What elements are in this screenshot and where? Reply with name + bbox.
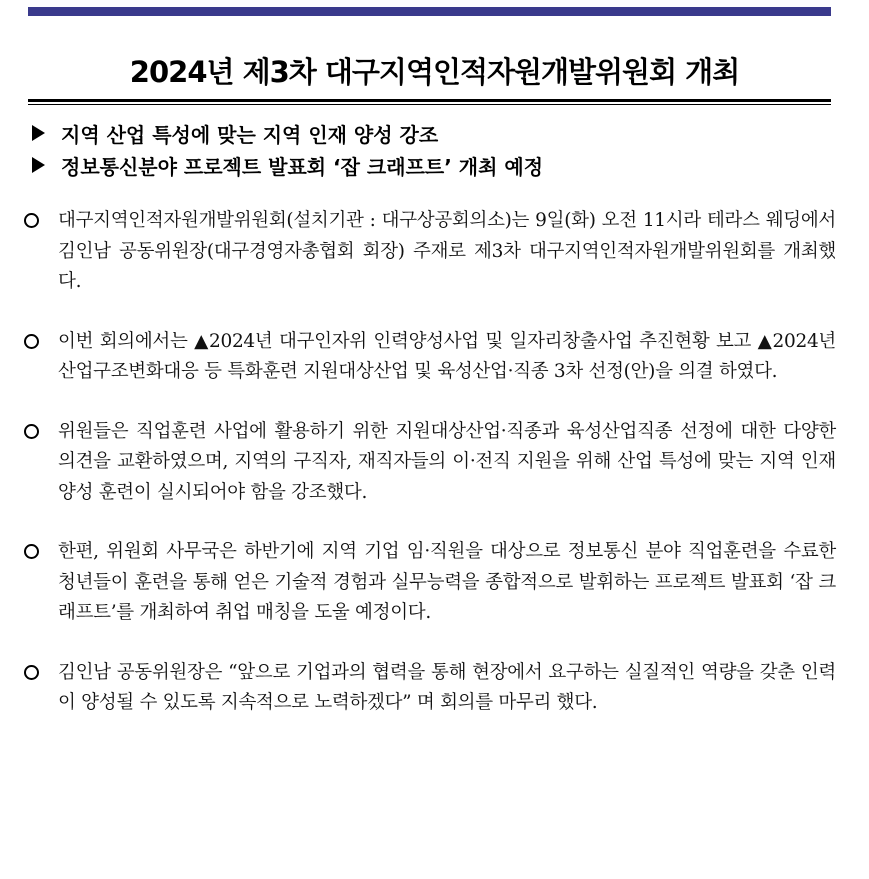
header-color-bar [28,7,831,16]
circle-bullet-icon [24,334,39,349]
paragraph [24,537,836,629]
paragraph [24,206,836,298]
highlight-text: 정보통신분야 프로젝트 발표회 ‘잡 크래프트’ 개최 예정 [61,154,544,179]
circle-bullet-icon [24,213,39,228]
paragraph-text: 위원들은 직업훈련 사업에 활용하기 위한 지원대상산업·직종과 육성산업직종 선정에 대한 다양한 의견을 교환하였으며, 지역의 구직자, 재직자들의 이·전직 지원을 위해 산업 특성에 맞는 지역 인재 양성 훈련이 실시되어야 함을 강조했다. [58,420,836,503]
highlight-item [30,149,830,181]
paragraph [24,658,836,719]
triangle-bullet-icon [32,125,45,141]
title-divider-thin [28,104,831,105]
paragraph-text: 이번 회의에서는 ▲2024년 대구인자위 인력양성사업 및 일자리창출사업 추진현황 보고 ▲2024년 산업구조변화대응 등 특화훈련 지원대상산업 및 육성산업·직종 3차 선정(안)을 의결 하였다. [58,330,836,382]
title-divider-thick [28,99,831,102]
paragraph [24,417,836,509]
triangle-bullet-icon [32,157,45,173]
circle-bullet-icon [24,424,39,439]
highlight-text: 지역 산업 특성에 맞는 지역 인재 양성 강조 [61,122,439,147]
document-title: 2024년 제3차 대구지역인적자원개발위원회 개최 [129,55,740,89]
paragraph-text: 김인남 공동위원장은 “앞으로 기업과의 협력을 통해 현장에서 요구하는 실질적인 역량을 갖춘 인력이 양성될 수 있도록 지속적으로 노력하겠다” 며 회의를 마무리 했다. [58,661,836,713]
body-paragraphs [24,206,836,748]
highlights-list [30,117,830,181]
highlight-item [30,117,830,149]
paragraph-text: 한편, 위원회 사무국은 하반기에 지역 기업 임·직원을 대상으로 정보통신 분야 직업훈련을 수료한 청년들이 훈련을 통해 얻은 기술적 경험과 실무능력을 종합적으로 발휘하는 프로젝트 발표회 ‘잡 크래프트’를 개최하여 취업 매칭을 도울 예정이다. [58,541,836,623]
circle-bullet-icon [24,544,39,559]
paragraph [24,327,836,388]
paragraph-text: 대구지역인적자원개발위원회(설치기관 : 대구상공회의소)는 9일(화) 오전 11시라 테라스 웨딩에서 김인남 공동위원장(대구경영자총협회 회장) 주재로 제3차 대구지역인적자원개발위원회를 개최했다. [58,210,836,292]
circle-bullet-icon [24,665,39,680]
